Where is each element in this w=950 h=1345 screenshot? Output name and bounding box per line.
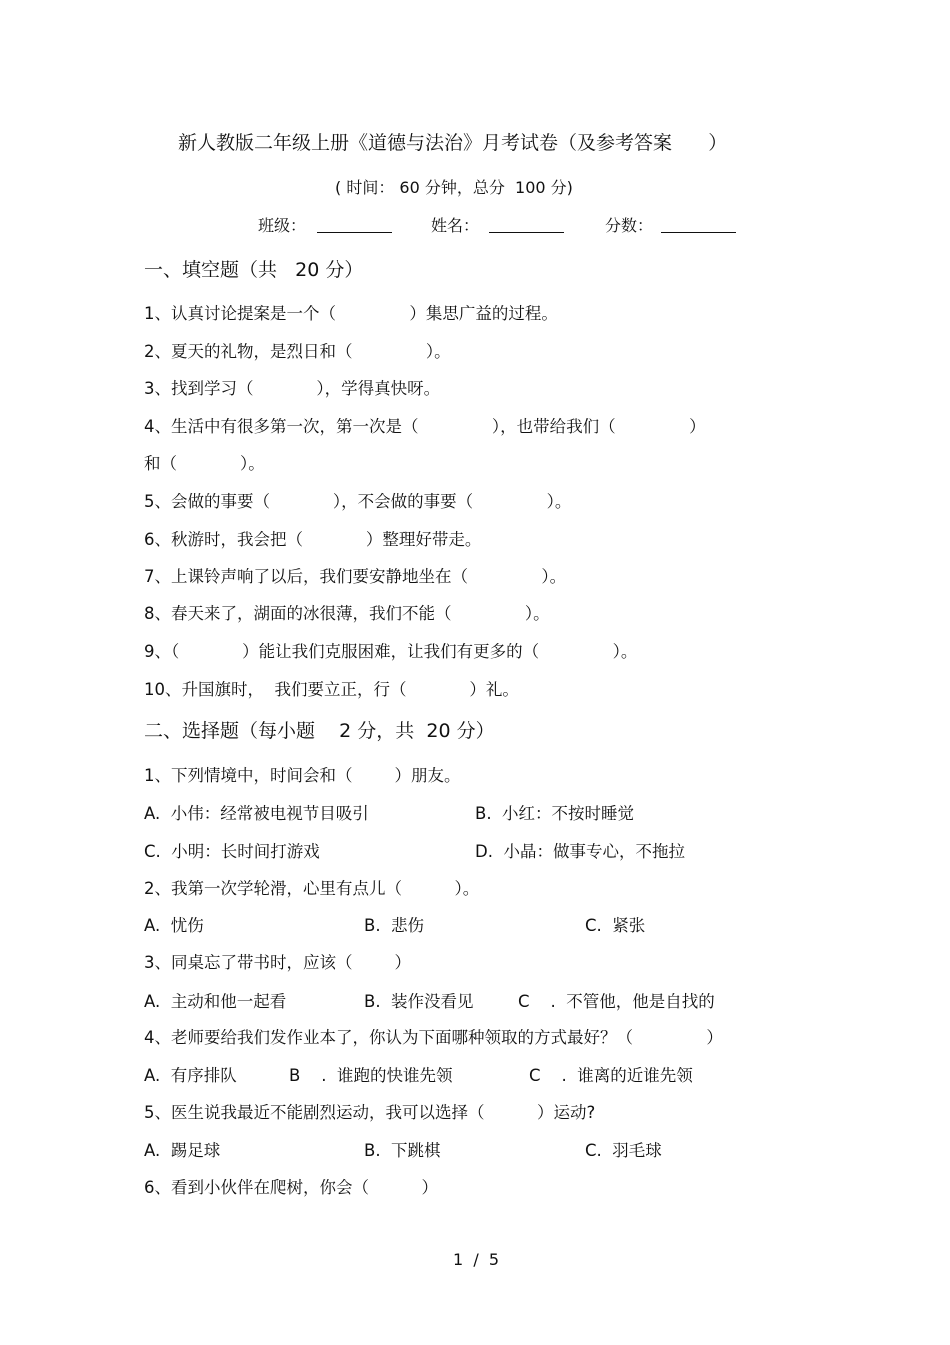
choice-4-option-b[interactable]: B . 谁跑的快谁先领 (289, 1066, 453, 1085)
name-blank[interactable] (489, 232, 564, 233)
choice-question-1: 1、下列情境中，时间会和（ ）朋友。 (144, 766, 461, 785)
fill-question-5: 5、会做的事要（ ），不会做的事要（ ）。 (144, 492, 572, 511)
score-blank[interactable] (661, 232, 736, 233)
score-label: 分数： (605, 216, 654, 235)
choice-4-option-a[interactable]: A. 有序排队 (144, 1066, 237, 1085)
choice-question-6: 6、看到小伙伴在爬树，你会（ ） (144, 1178, 438, 1197)
fill-question-10: 10、升国旗时， 我们要立正，行（ ）礼。 (144, 680, 519, 699)
section-heading-choice: 二、选择题（每小题 2 分，共 20 分） (144, 720, 495, 742)
section-heading-fill-in: 一、填空题（共 20 分） (144, 259, 364, 281)
name-label: 姓名： (431, 216, 480, 235)
choice-3-option-b[interactable]: B. 装作没看见 (364, 992, 474, 1011)
choice-2-option-b[interactable]: B. 悲伤 (364, 916, 425, 935)
choice-question-3: 3、同桌忘了带书时，应该（ ） (144, 953, 411, 972)
choice-1-option-d[interactable]: D. 小晶：做事专心，不拖拉 (475, 842, 685, 861)
class-label: 班级： (258, 216, 307, 235)
fill-question-7: 7、上课铃声响了以后，我们要安静地坐在（ ）。 (144, 567, 567, 586)
fill-question-4: 4、生活中有很多第一次，第一次是（ ），也带给我们（ ） (144, 417, 706, 436)
class-blank[interactable] (317, 232, 392, 233)
choice-1-option-c[interactable]: C. 小明：长时间打游戏 (144, 842, 320, 861)
choice-3-option-a[interactable]: A. 主动和他一起看 (144, 992, 287, 1011)
fill-question-9: 9、（ ）能让我们克服困难，让我们有更多的（ ）。 (144, 642, 638, 661)
choice-5-option-b[interactable]: B. 下跳棋 (364, 1141, 441, 1160)
choice-4-option-c[interactable]: C . 谁离的近谁先领 (529, 1066, 693, 1085)
choice-3-option-c[interactable]: C . 不管他，他是自找的 (518, 992, 715, 1011)
fill-question-3: 3、找到学习（ ），学得真快呀。 (144, 379, 441, 398)
choice-question-5: 5、医生说我最近不能剧烈运动，我可以选择（ ）运动? (144, 1103, 596, 1122)
fill-question-6: 6、秋游时，我会把（ ）整理好带走。 (144, 530, 482, 549)
choice-question-2: 2、我第一次学轮滑，心里有点儿（ ）。 (144, 879, 480, 898)
choice-1-option-a[interactable]: A. 小伟：经常被电视节目吸引 (144, 804, 369, 823)
choice-question-4: 4、老师要给我们发作业本了，你认为下面哪种领取的方式最好？（ ） (144, 1028, 723, 1047)
page-title: 新人教版二年级上册《道德与法治》月考试卷（及参考答案 ） (178, 132, 728, 154)
choice-2-option-c[interactable]: C. 紧张 (585, 916, 646, 935)
choice-5-option-c[interactable]: C. 羽毛球 (585, 1141, 662, 1160)
choice-1-option-b[interactable]: B. 小红：不按时睡觉 (475, 804, 635, 823)
time-info: ( 时间： 60 分钟，总分 100 分) (335, 178, 573, 197)
fill-question-8: 8、春天来了，湖面的冰很薄，我们不能（ ）。 (144, 604, 550, 623)
fill-question-1: 1、认真讨论提案是一个（ ）集思广益的过程。 (144, 304, 558, 323)
choice-5-option-a[interactable]: A. 踢足球 (144, 1141, 221, 1160)
page-number: 1 / 5 (453, 1250, 500, 1269)
fill-question-2: 2、夏天的礼物，是烈日和（ ）。 (144, 342, 451, 361)
fill-question-4-cont: 和（ ）。 (144, 454, 265, 473)
choice-2-option-a[interactable]: A. 忧伤 (144, 916, 204, 935)
